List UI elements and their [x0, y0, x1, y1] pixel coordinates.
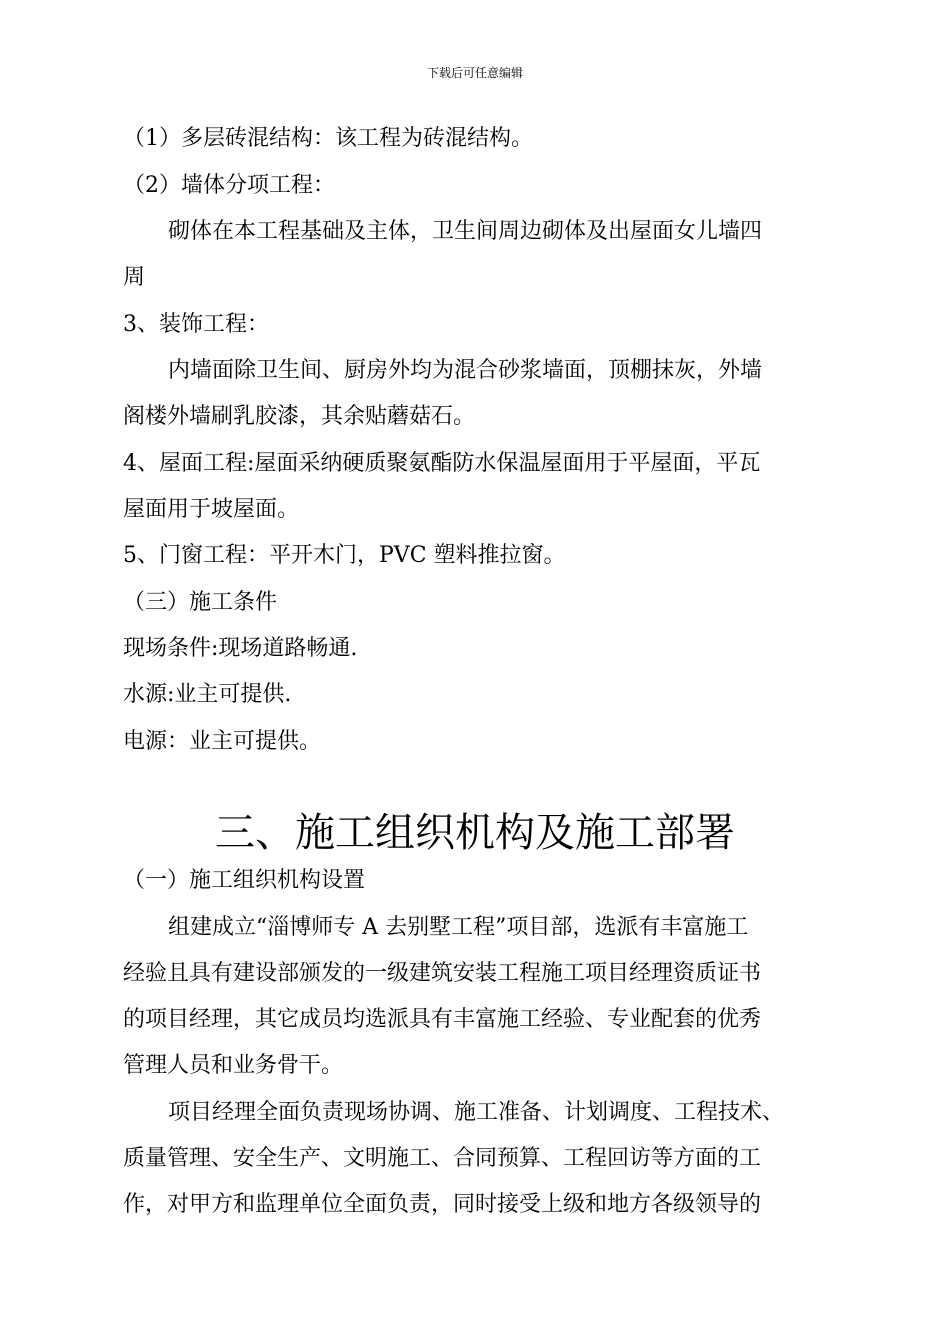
text-line: 质量管理、安全生产、文明施工、合同预算、工程回访等方面的工 [123, 1146, 762, 1171]
text-line: 周 [123, 265, 146, 290]
text-line: 现场条件:现场道路畅通. [123, 636, 358, 661]
text-line: （1）多层砖混结构：该工程为砖混结构。 [123, 126, 533, 151]
text-line: 3、装饰工程： [123, 312, 269, 337]
text-line: 项目经理全面负责现场协调、施工准备、计划调度、工程技术、 [168, 1100, 785, 1125]
text-line: 作，对甲方和监理单位全面负责，同时接受上级和地方各级领导的 [123, 1192, 762, 1217]
page-header: 下载后可任意编辑 [426, 66, 523, 80]
text-line: 砌体在本工程基础及主体，卫生间周边砌体及出屋面女儿墙四 [168, 219, 763, 244]
text-line: 电源：业主可提供。 [123, 729, 322, 754]
text-line: 5、门窗工程：平开木门，PVC 塑料推拉窗。 [123, 543, 566, 568]
text-line: 经验且具有建设部颁发的一级建筑安装工程施工项目经理资质证书 [123, 961, 762, 986]
text-line: 内墙面除卫生间、厨房外均为混合砂浆墙面，顶棚抹灰，外墙 [168, 358, 763, 383]
text-line: 4、屋面工程:屋面采纳硬质聚氨酯防水保温屋面用于平屋面，平瓦 [123, 451, 761, 476]
text-line: 组建成立“淄博师专 A 去别墅工程”项目部，选派有丰富施工 [168, 915, 749, 940]
text-line: 水源:业主可提供. [123, 682, 292, 707]
text-line: 的项目经理，其它成员均选派具有丰富施工经验、专业配套的优秀 [123, 1007, 762, 1032]
subsection-title: （一）施工组织机构设置 [123, 868, 366, 893]
section-heading: 三、施工组织机构及施工部署 [215, 810, 735, 856]
text-line: 屋面用于坡屋面。 [123, 497, 300, 522]
text-line: 管理人员和业务骨干。 [123, 1053, 344, 1078]
text-line: （2）墙体分项工程： [123, 173, 335, 198]
text-line: （三）施工条件 [123, 590, 278, 615]
text-line: 阁楼外墙刷乳胶漆，其余贴蘑菇石。 [123, 404, 476, 429]
